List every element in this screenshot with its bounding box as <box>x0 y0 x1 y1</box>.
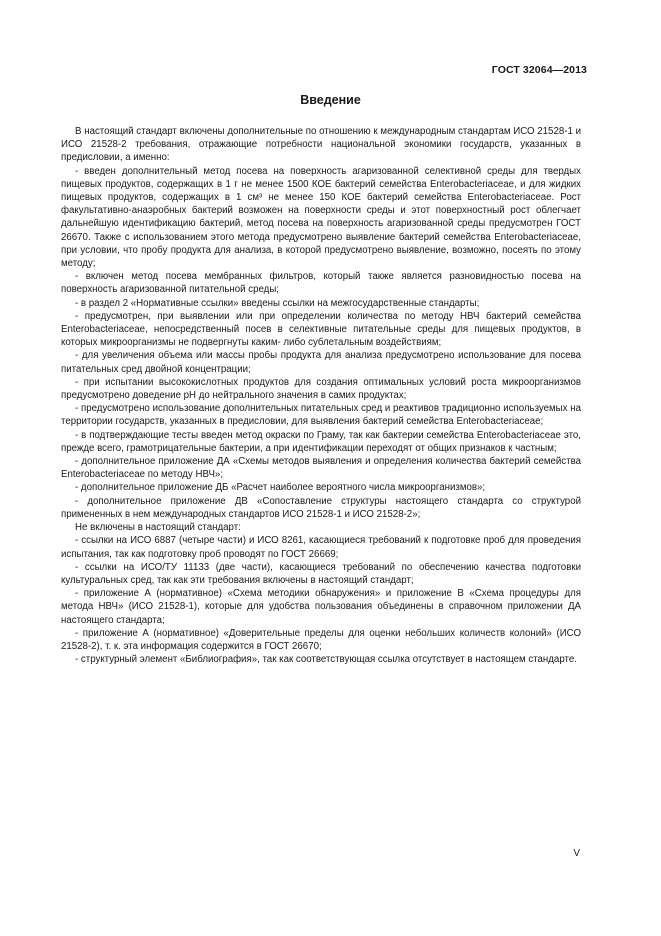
paragraph: - дополнительное приложение ДБ «Расчет наиболее вероятного числа микроорганизмов»; <box>75 482 486 494</box>
paragraph: В настоящий стандарт включены дополнительные по отношению к международным стандартам ИСО 21528-1 и ИСО 21528-2 требования, отражающие потребности национальной экономики государств, указанных в предисловии, а именно: <box>61 126 581 164</box>
paragraph: - предусмотрено использование дополнительных питательных сред и реактивов традиционно используемых на территории государств, указанных в предисловии, для выявления бактерий семейства Enterobacteriaceae; <box>61 403 581 428</box>
paragraph: - включен метод посева мембранных фильтров, который также является разновидностью посева на поверхность агаризованной питательной среды; <box>61 271 581 296</box>
paragraph: - ссылки на ИСО 6887 (четыре части) и ИСО 8261, касающиеся требований к подготовке проб для проведения испытания, так как подготовку проб проводят по ГОСТ 26669; <box>61 535 581 560</box>
document-code: ГОСТ 32064—2013 <box>491 64 587 76</box>
paragraph: - для увеличения объема или массы пробы продукта для анализа предусмотрено использование для посева питательных сред двойной концентрации; <box>61 350 581 375</box>
paragraph: - при испытании высококислотных продуктов для создания оптимальных условий роста микроорганизмов предусмотрено доведение pH до нейтрального значения в самих продуктах; <box>61 376 581 402</box>
paragraph: - ссылки на ИСО/ТУ 11133 (две части), касающиеся требований по обеспечению качества подготовки культуральных сред, так как эти требования включены в настоящий стандарт; <box>61 561 581 586</box>
section-title: Введение <box>300 93 361 107</box>
paragraph: - дополнительное приложение ДВ «Сопоставление структуры настоящего стандарта со структурой примененных в нем международных стандартов ИСО 21528-1 и ИСО 21528-2»; <box>61 495 581 520</box>
paragraph: - введен дополнительный метод посева на поверхность агаризованной селективной среды для твердых пищевых продуктов, содержащих в 1 г не менее 1500 КОЕ бактерий семейства Enterobacteriaceae, и для жидких пищевых продуктов, содержащих в 1 см³ не менее 150 КОЕ бактерий семейства Enterobacteriaceae. Рост факультативно-анаэробных бактерий возможен на поверхности среды и этот поверхностный рост облегчает дальнейшую идентификацию бактерий, метод посева на поверхность агаризованной среды предусмотрен ГОСТ 26670. Также с использованием этого метода предусмотрено выявление бактерий семейства Enterobacteriaceae, при условии, что пробу продукта для анализа, в которой предусмотрено выявление, возможно, посеять по этому методу; <box>61 165 581 270</box>
paragraph: - предусмотрен, при выявлении или при определении количества по методу НВЧ бактерий семейства Enterobacteriaceae, непосредственный посев в селективные питательные среды для пищевых продуктов, в которых микроорганизмы не подвергнуты каким- либо сублетальным воздействиям; <box>61 310 581 349</box>
page-number: V <box>573 848 580 859</box>
paragraph: - в подтверждающие тесты введен метод окраски по Граму, так как бактерии семейства Enterobacteriaceae это, прежде всего, грамотрицательные бактерии, а при идентификации переходят от общих признаков к частным; <box>61 429 581 454</box>
paragraph: - структурный элемент «Библиография», так как соответствующая ссылка отсутствует в настоящем стандарте. <box>75 654 577 666</box>
body-text <box>61 125 581 666</box>
paragraph: Не включены в настоящий стандарт: <box>75 522 241 534</box>
paragraph: - приложение А (нормативное) «Доверительные пределы для оценки небольших количеств колоний» (ИСО 21528-2), т. к. эта информация содержится в ГОСТ 26670; <box>61 627 581 652</box>
paragraph: - дополнительное приложение ДА «Схемы методов выявления и определения количества бактерий семейства Enterobacteriaceae по методу НВЧ»; <box>61 456 581 481</box>
paragraph: - приложение А (нормативное) «Схема методики обнаружения» и приложение В «Схема процедуры для метода НВЧ» (ИСО 21528-1), которые для удобства пользования объединены в справочном приложении ДА настоящего стандарта; <box>61 588 581 626</box>
paragraph: - в раздел 2 «Нормативные ссылки» введены ссылки на межгосударственные стандарты; <box>75 297 480 309</box>
